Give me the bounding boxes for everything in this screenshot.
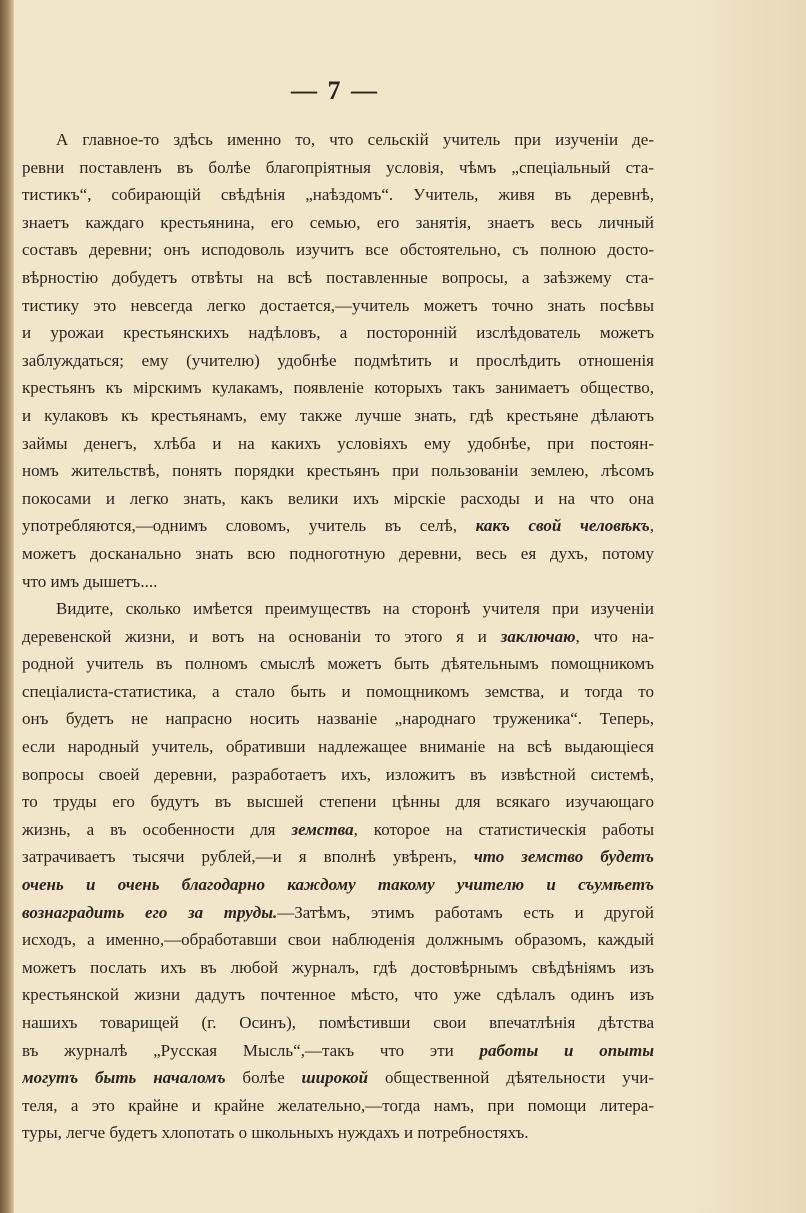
text-line xyxy=(22,788,654,816)
text-segment: Видите, сколько имѣется преимуществъ на сторонѣ учителя при изученіи xyxy=(56,599,654,619)
text-line xyxy=(22,154,654,182)
text-line xyxy=(22,1092,654,1120)
text-line xyxy=(22,292,654,320)
text-segment: общественной дѣятельности учи- xyxy=(368,1068,654,1088)
italic-emphasis: какъ свой человѣкъ xyxy=(475,516,650,536)
text-segment: спеціалиста-статистика, а стало быть и помощникомъ земства, и тогда то xyxy=(22,681,654,701)
text-line xyxy=(22,402,654,430)
text-segment: деревенской жизни, и вотъ на основаніи то этого я и xyxy=(22,626,501,646)
text-line xyxy=(22,678,654,706)
text-segment: знаетъ каждаго крестьянина, его семью, его занятія, знаетъ весь личный xyxy=(22,212,654,232)
text-line xyxy=(22,1064,654,1092)
text-segment: можетъ досканально знать всю подноготную деревни, весь ея духъ, потому xyxy=(22,543,654,563)
text-line xyxy=(22,347,654,375)
text-segment: , что на- xyxy=(575,626,654,646)
text-segment: можетъ послать ихъ въ любой журналъ, гдѣ достовѣрнымъ свѣдѣніямъ изъ xyxy=(22,957,654,977)
text-line xyxy=(22,236,654,264)
text-line xyxy=(22,843,654,871)
italic-emphasis: работы и опыты xyxy=(479,1040,654,1060)
italic-emphasis: могутъ быть началомъ xyxy=(22,1068,226,1088)
text-line xyxy=(22,981,654,1009)
text-segment: въ журналѣ „Русская Мысль“,—такъ что эти xyxy=(22,1040,480,1060)
text-segment: номъ жительствѣ, понять порядки крестьянъ при пользованіи землею, лѣсомъ xyxy=(22,461,654,481)
text-segment: что имъ дышетъ.... xyxy=(22,571,158,591)
text-segment: крестьянъ къ мірскимъ кулакамъ, появленіе которыхъ такъ занимаетъ общество, xyxy=(22,378,654,398)
text-segment: если народный учитель, обративши надлежащее вниманіе на всѣ выдающіеся xyxy=(22,737,654,757)
page-number: — 7 — xyxy=(291,76,379,105)
text-line xyxy=(22,816,654,844)
text-segment: употребляются,—однимъ словомъ, учитель въ селѣ, xyxy=(22,516,476,536)
text-segment: и кулаковъ къ крестьянамъ, ему также лучше знать, гдѣ крестьяне дѣлаютъ xyxy=(22,405,654,425)
text-line xyxy=(22,319,654,347)
italic-emphasis: вознаградить его за труды. xyxy=(22,902,278,922)
italic-emphasis: очень и очень благодарно каждому такому учителю и съумѣетъ xyxy=(22,875,654,895)
text-segment: и урожаи крестьянскихъ надѣловъ, а посторонній изслѣдователь можетъ xyxy=(22,323,654,343)
text-segment: онъ будетъ не напрасно носить названіе „народнаго труженика“. Теперь, xyxy=(22,709,654,729)
text-segment: то труды его будутъ въ высшей степени цѣнны для всякаго изучающаго xyxy=(22,792,654,812)
text-segment: крестьянской жизни дадутъ почтенное мѣсто, что уже сдѣлалъ одинъ изъ xyxy=(22,985,654,1005)
text-line xyxy=(22,899,654,927)
text-segment: вѣрностію добудетъ отвѣты на всѣ поставленные вопросы, а заѣзжему ста- xyxy=(22,267,654,287)
text-segment: теля, а это крайне и крайне желательно,—тогда намъ, при помощи литера- xyxy=(22,1095,654,1115)
text-segment: ревни поставленъ въ болѣе благопріятныя условія, чѣмъ „спеціальный ста- xyxy=(22,157,654,177)
text-line xyxy=(22,871,654,899)
text-segment: нашихъ товарищей (г. Осинъ), помѣстивши свои впечатлѣнія дѣтства xyxy=(22,1013,654,1032)
italic-emphasis: широкой xyxy=(301,1068,369,1088)
text-segment: родной учитель въ полномъ смыслѣ можетъ быть дѣятельнымъ помощникомъ xyxy=(22,654,654,674)
text-line xyxy=(22,540,654,568)
text-line xyxy=(22,209,654,237)
text-line xyxy=(22,126,654,154)
text-line xyxy=(22,512,654,540)
text-segment: составъ деревни; онъ исподоволь изучитъ все обстоятельно, съ полною досто- xyxy=(22,240,654,260)
text-segment: затрачиваетъ тысячи рублей,—и я вполнѣ увѣренъ, xyxy=(22,847,474,867)
text-line xyxy=(22,650,654,678)
italic-emphasis: заключаю xyxy=(500,626,576,646)
text-line xyxy=(22,264,654,292)
text-line xyxy=(22,1009,654,1037)
text-line xyxy=(22,761,654,789)
text-line xyxy=(22,374,654,402)
text-segment: исходъ, а именно,—обработавши свои наблюденія должнымъ образомъ, каждый xyxy=(22,930,654,950)
text-line xyxy=(22,1037,654,1065)
text-segment: займы денегъ, хлѣба и на какихъ условіяхъ ему удобнѣе, при постоян- xyxy=(22,433,654,453)
text-line xyxy=(22,705,654,733)
text-segment: —Затѣмъ, этимъ работамъ есть и другой xyxy=(277,902,654,922)
italic-emphasis: что земство будетъ xyxy=(473,847,654,867)
text-line xyxy=(22,954,654,982)
text-line xyxy=(22,623,654,651)
text-line xyxy=(22,1119,654,1147)
text-segment: , которое на статистическія работы xyxy=(353,819,654,839)
text-line xyxy=(22,926,654,954)
body-text xyxy=(22,126,654,1147)
text-segment: покосами и легко знать, какъ велики ихъ мірскіе расходы и на что она xyxy=(22,488,654,508)
book-spine-edge xyxy=(0,0,14,1213)
text-segment: туры, легче будетъ хлопотать о школьныхъ нуждахъ и потребностяхъ. xyxy=(22,1123,529,1143)
text-line xyxy=(22,430,654,458)
text-line xyxy=(22,568,654,596)
text-segment: заблуждаться; ему (учителю) удобнѣе подмѣтить и прослѣдить отношенія xyxy=(22,350,654,370)
text-line xyxy=(22,457,654,485)
text-segment: тистикъ“, собирающій свѣдѣнія „наѣздомъ“. Учитель, живя въ деревнѣ, xyxy=(22,185,654,205)
text-segment: вопросы своей деревни, разработаетъ ихъ, изложитъ въ извѣстной системѣ, xyxy=(22,764,654,784)
italic-emphasis: земства xyxy=(291,819,354,839)
text-line xyxy=(22,485,654,513)
page-shading xyxy=(686,0,806,1213)
text-line xyxy=(22,595,654,623)
text-line xyxy=(22,733,654,761)
text-segment: , xyxy=(649,516,654,536)
text-segment: тистику это невсегда легко достается,—учитель можетъ точно знать посѣвы xyxy=(22,295,654,315)
text-segment: жизнь, а въ особенности для xyxy=(22,819,292,839)
text-line xyxy=(22,181,654,209)
text-segment: А главное-то здѣсь именно то, что сельскій учитель при изученіи де- xyxy=(56,130,654,149)
text-segment: болѣе xyxy=(225,1068,302,1088)
